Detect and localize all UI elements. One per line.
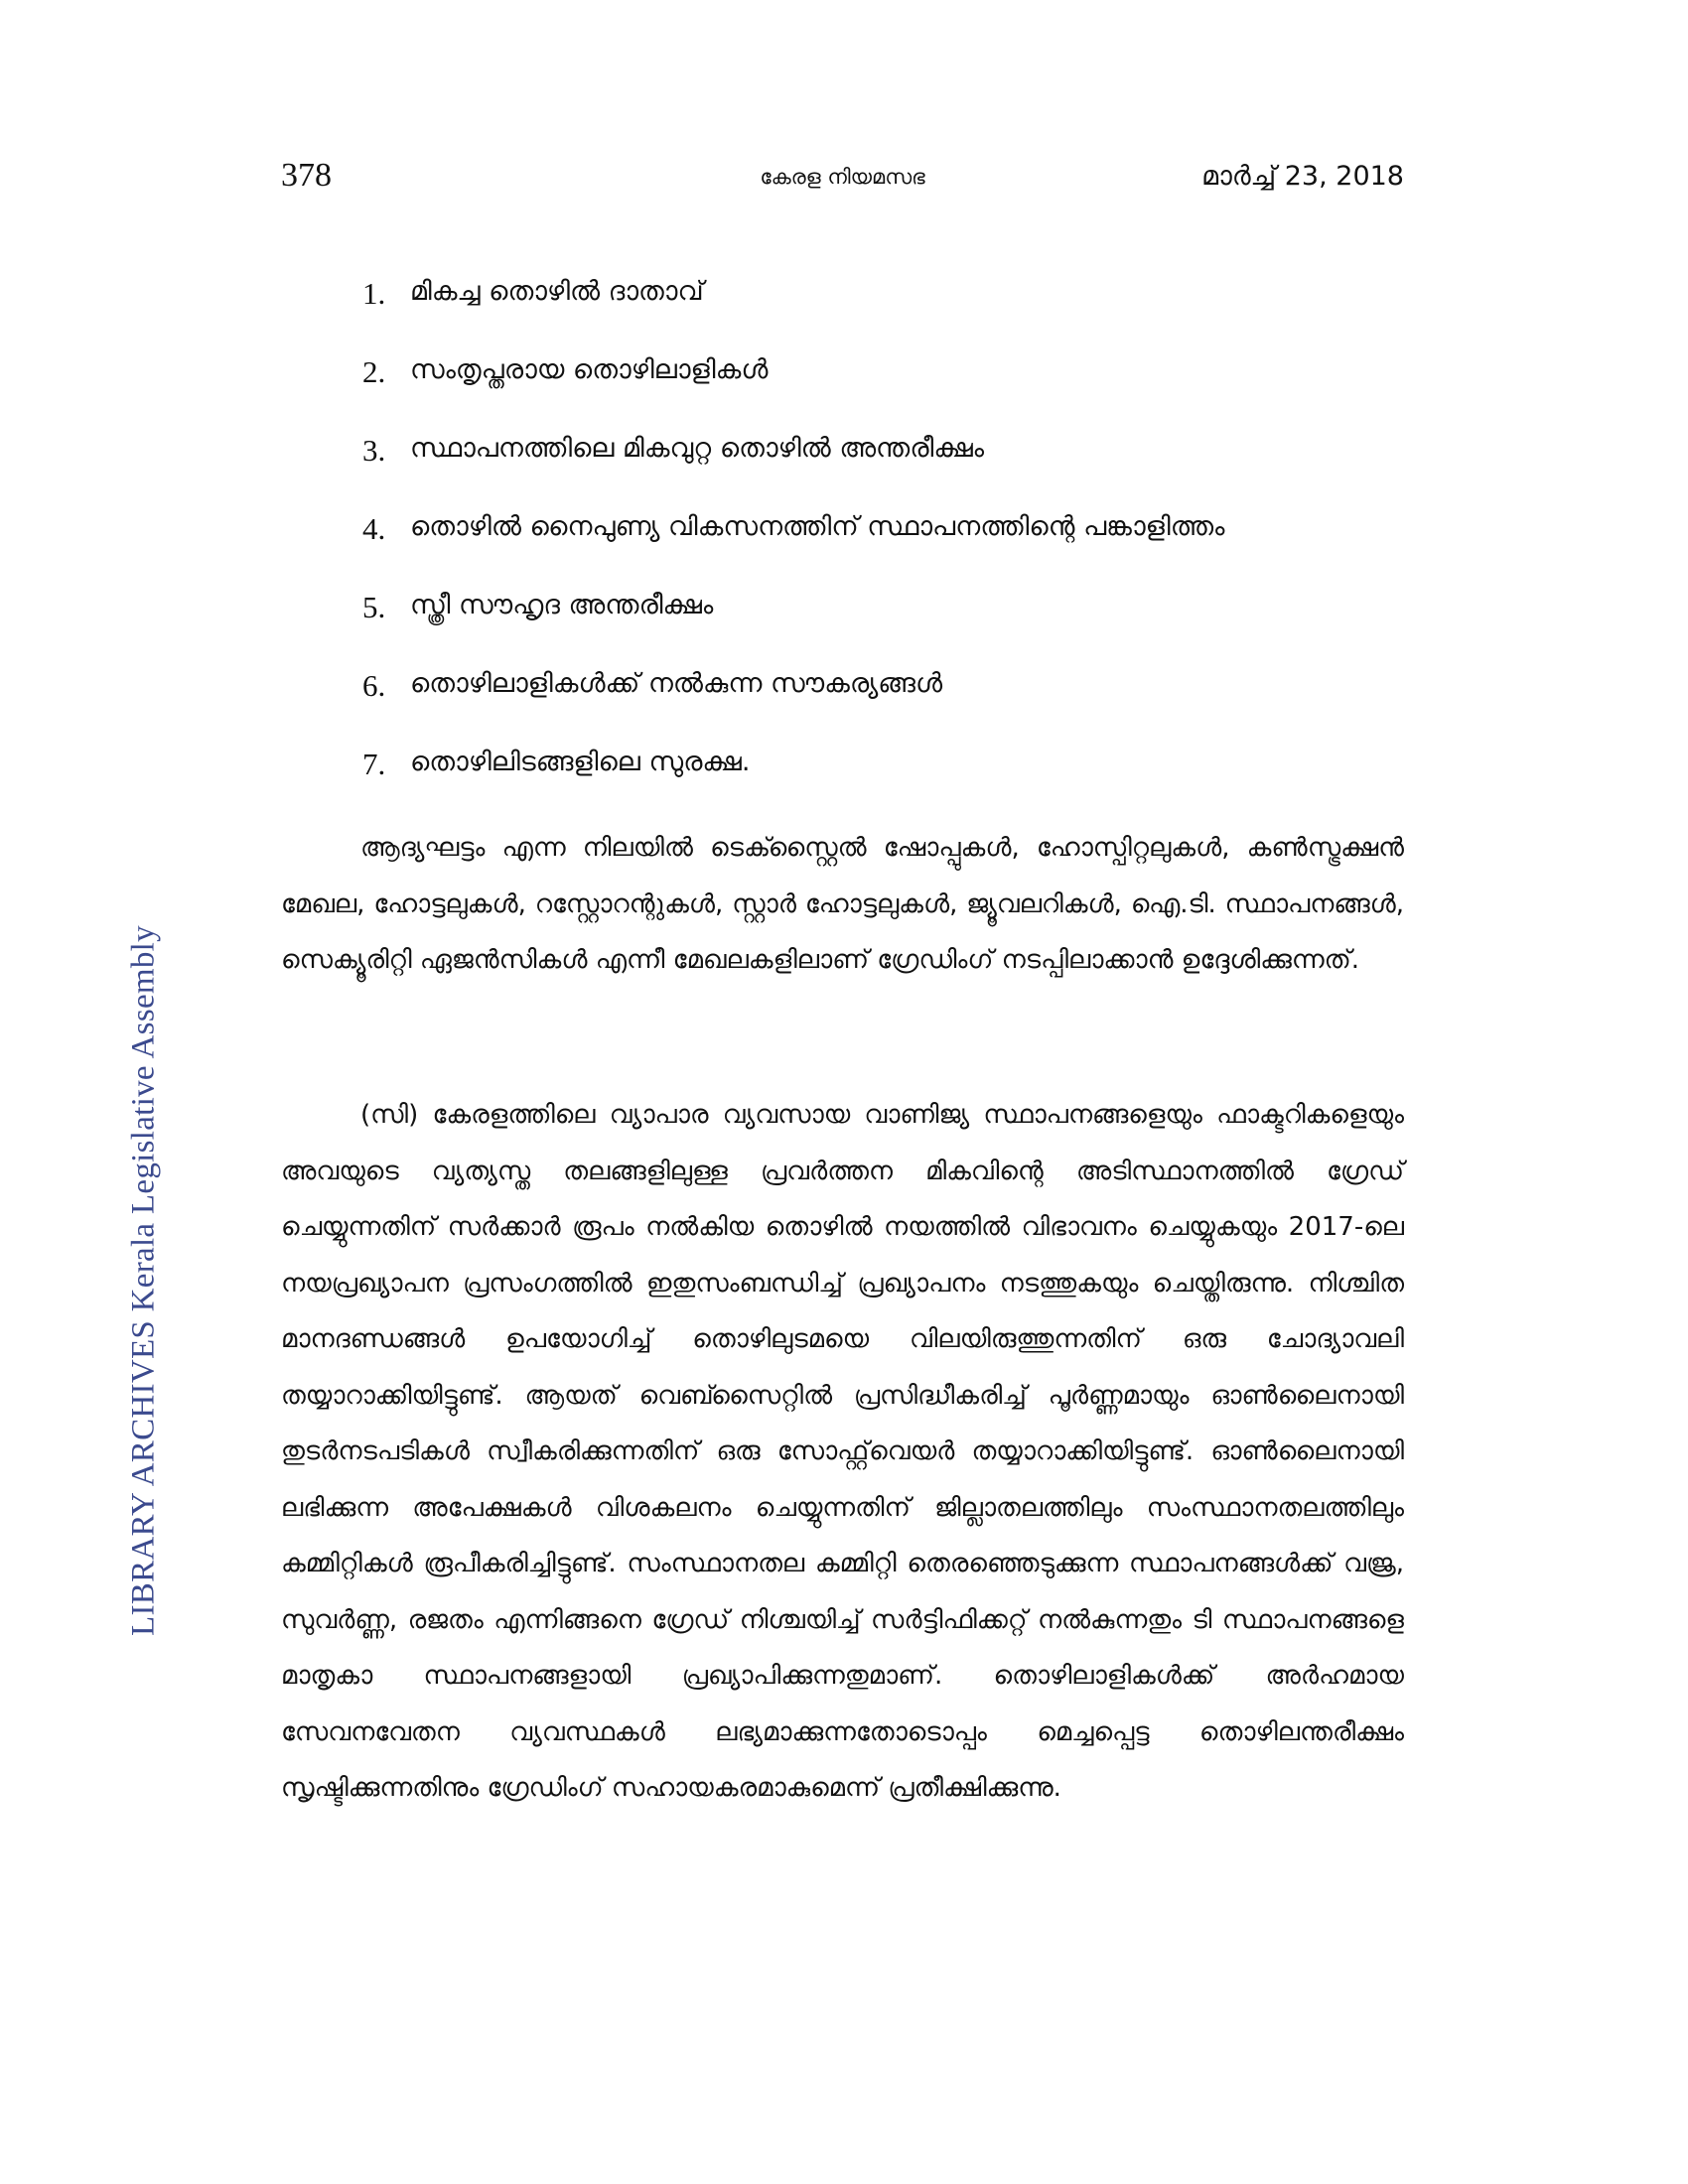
numbered-list	[362, 276, 1224, 825]
header-date: മാർച്ച് 23, 2018	[1201, 161, 1404, 192]
list-number: 4.	[362, 511, 386, 546]
page-number: 378	[281, 157, 332, 194]
list-text: സ്ത്രീ സൗഹൃദ അന്തരീക്ഷം	[410, 590, 714, 620]
list-number: 7.	[362, 747, 386, 781]
list-item	[362, 433, 1224, 511]
header-title: കേരള നിയമസഭ	[760, 165, 925, 189]
list-item	[362, 590, 1224, 668]
paragraph-grading-sectors: ആദ്യഘട്ടം എന്ന നിലയിൽ ടെക്സ്റ്റൈൽ ഷോപ്പുകൾ, ഹോസ്പിറ്റലുകൾ, കൺസ്ട്രക്ഷൻ മേഖല, ഹോട്ടലുകൾ, റസ്റ്റോറന്റുകൾ, സ്റ്റാർ ഹോട്ടലുകൾ, ജ്യൂവലറികൾ, ഐ.ടി. സ്ഥാപനങ്ങൾ, സെക്യൂരിറ്റി ഏജൻസികൾ എന്നീ മേഖലകളിലാണ് ഗ്രേഡിംഗ് നടപ്പിലാക്കാൻ ഉദ്ദേശിക്കുന്നത്.	[281, 833, 1404, 975]
list-text: തൊഴിൽ നൈപുണ്യ വികസനത്തിന് സ്ഥാപനത്തിന്റെ പങ്കാളിത്തം	[410, 511, 1225, 542]
list-text: സ്ഥാപനത്തിലെ മികവുറ്റ തൊഴിൽ അന്തരീക്ഷം	[410, 433, 985, 464]
list-item	[362, 276, 1224, 354]
page-header	[281, 157, 1404, 206]
list-text: തൊഴിലാളികൾക്ക് നൽകുന്ന സൗകര്യങ്ങൾ	[410, 668, 943, 699]
list-text: തൊഴിലിടങ്ങളിലെ സുരക്ഷ.	[410, 747, 751, 777]
list-item	[362, 354, 1224, 433]
library-archives-stamp: LIBRARY ARCHIVES Kerala Legislative Assembly	[125, 925, 162, 1636]
list-number: 3.	[362, 433, 386, 468]
list-item	[362, 668, 1224, 747]
list-text: മികച്ച തൊഴിൽ ദാതാവ്	[410, 276, 704, 307]
list-text: സംതൃപ്തരായ തൊഴിലാളികൾ	[410, 354, 769, 385]
list-number: 1.	[362, 276, 386, 311]
list-number: 6.	[362, 668, 386, 703]
list-item	[362, 511, 1224, 590]
list-item	[362, 747, 1224, 825]
list-number: 2.	[362, 354, 386, 389]
paragraph-grading-process: (സി) കേരളത്തിലെ വ്യാപാര വ്യവസായ വാണിജ്യ സ്ഥാപനങ്ങളെയും ഫാക്ടറികളെയും അവയുടെ വ്യത്യസ്ത തലങ്ങളിലുള്ള പ്രവർത്തന മികവിന്റെ അടിസ്ഥാനത്തിൽ ഗ്രേഡ് ചെയ്യുന്നതിന് സർക്കാർ രൂപം നൽകിയ തൊഴിൽ നയത്തിൽ വിഭാവനം ചെയ്യുകയും 2017-ലെ നയപ്രഖ്യാപന പ്രസംഗത്തിൽ ഇതുസംബന്ധിച്ച് പ്രഖ്യാപനം നടത്തുകയും ചെയ്തിരുന്നു. നിശ്ചിത മാനദണ്ഡങ്ങൾ ഉപയോഗിച്ച് തൊഴിലുടമയെ വിലയിരുത്തുന്നതിന് ഒരു ചോദ്യാവലി തയ്യാറാക്കിയിട്ടുണ്ട്. ആയത് വെബ്സൈറ്റിൽ പ്രസിദ്ധീകരിച്ച് പൂർണ്ണമായും ഓൺലൈനായി തുടർനടപടികൾ സ്വീകരിക്കുന്നതിന് ഒരു സോഫ്റ്റ്‌വെയർ തയ്യാറാക്കിയിട്ടുണ്ട്. ഓൺലൈനായി ലഭിക്കുന്ന അപേക്ഷകൾ വിശകലനം ചെയ്യുന്നതിന് ജില്ലാതലത്തിലും സംസ്ഥാനതലത്തിലും കമ്മിറ്റികൾ രൂപീകരിച്ചിട്ടുണ്ട്. സംസ്ഥാനതല കമ്മിറ്റി തെരഞ്ഞെടുക്കുന്ന സ്ഥാപനങ്ങൾക്ക് വജ്ര, സുവർണ്ണ, രജതം എന്നിങ്ങനെ ഗ്രേഡ് നിശ്ചയിച്ച് സർട്ടിഫിക്കറ്റ് നൽകുന്നതും ടി സ്ഥാപനങ്ങളെ മാതൃകാ സ്ഥാപനങ്ങളായി പ്രഖ്യാപിക്കുന്നതുമാണ്. തൊഴിലാളികൾക്ക് അർഹമായ സേവനവേതന വ്യവസ്ഥകൾ ലഭ്യമാക്കുന്നതോടൊപ്പം മെച്ചപ്പെട്ട തൊഴിലന്തരീക്ഷം സൃഷ്ടിക്കുന്നതിനും ഗ്രേഡിംഗ് സഹായകരമാകുമെന്ന് പ്രതീക്ഷിക്കുന്നു.	[281, 1100, 1404, 1803]
list-number: 5.	[362, 590, 386, 624]
